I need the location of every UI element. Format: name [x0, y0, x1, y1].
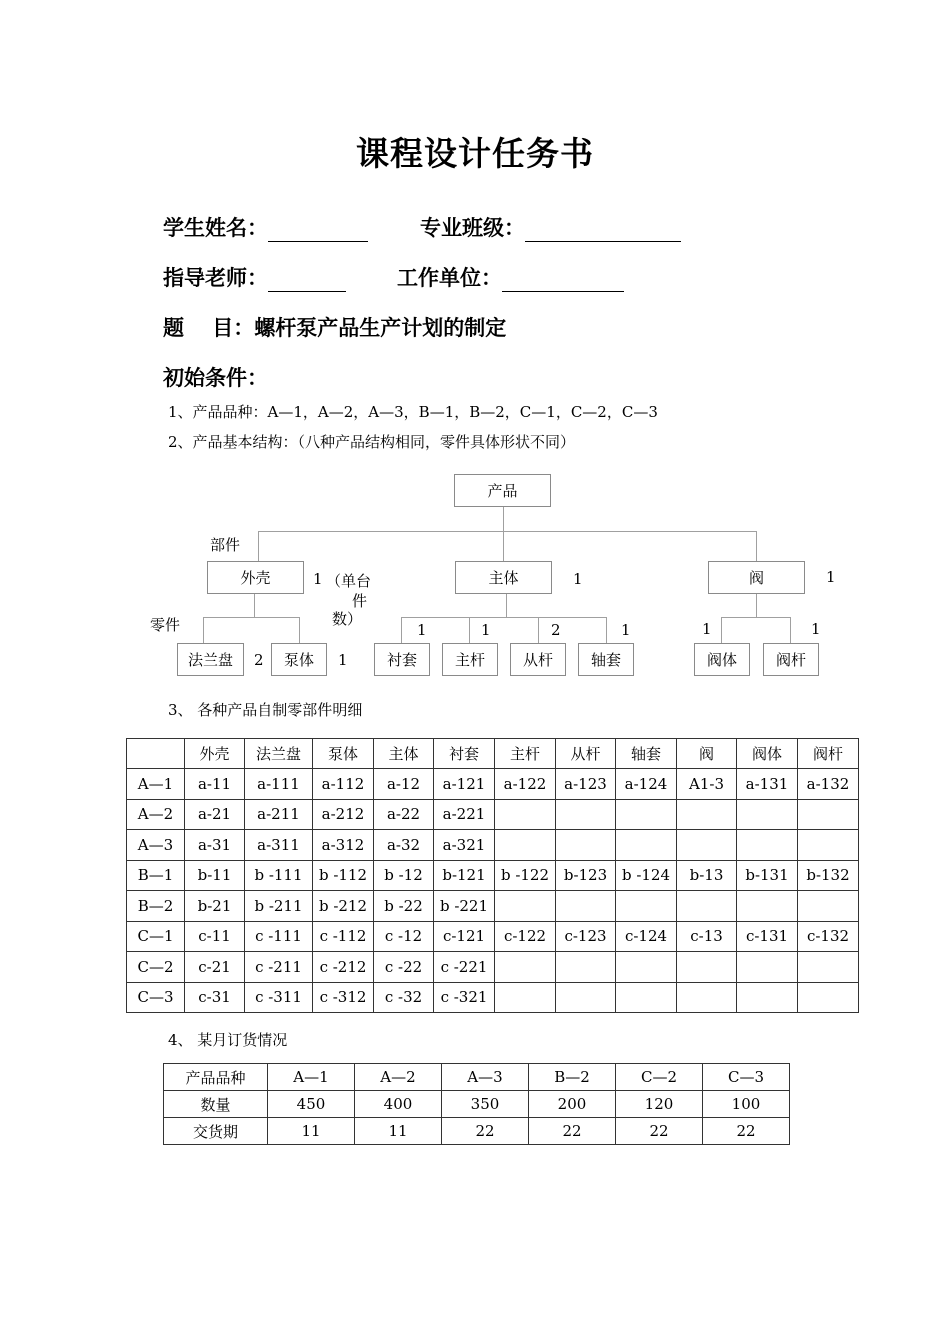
qty-label: 1 [338, 651, 348, 669]
topic-field [163, 312, 506, 342]
table-cell: b-131 [737, 860, 798, 891]
table-cell: a-11 [185, 769, 245, 800]
table-cell: c-11 [185, 921, 245, 952]
qty-label: 1 [621, 621, 631, 639]
row-header-cell: C—2 [127, 952, 185, 983]
node-part-housing: 外壳 [207, 561, 304, 594]
table-cell [556, 952, 616, 983]
table-cell [495, 891, 556, 922]
table-cell: a-321 [434, 830, 495, 861]
topic-value: 螺杆泵产品生产计划的制定 [254, 316, 507, 340]
table-cell [677, 830, 737, 861]
table-cell: a-22 [374, 799, 434, 830]
parts-table [126, 738, 859, 1013]
connector-line [401, 617, 402, 644]
item-product-structure: 2、产品基本结构：（八种产品结构相同，零件具体形状不同） [168, 433, 576, 451]
table-cell: c -32 [374, 982, 434, 1013]
column-header: 轴套 [616, 739, 677, 769]
table-cell: c -22 [374, 952, 434, 983]
table-cell [616, 982, 677, 1013]
table-row [127, 921, 859, 952]
work-unit-blank [502, 269, 624, 292]
table-cell: A—1 [268, 1064, 355, 1091]
column-header: 外壳 [185, 739, 245, 769]
column-header: 衬套 [434, 739, 495, 769]
advisor-label: 指导老师： [163, 266, 268, 290]
table-cell: b-11 [185, 860, 245, 891]
qty-label: 1 [417, 621, 427, 639]
table-cell: A—2 [355, 1064, 442, 1091]
row-header-cell: A—1 [127, 769, 185, 800]
table-cell: c-13 [677, 921, 737, 952]
row-header-cell: 交货期 [164, 1118, 268, 1145]
table-cell [495, 952, 556, 983]
connector-line [721, 617, 722, 644]
connector-line [606, 617, 607, 644]
row-header-cell: B—1 [127, 860, 185, 891]
table-cell: a-311 [245, 830, 313, 861]
qty-label: 1 [573, 570, 583, 588]
table-cell [737, 799, 798, 830]
table-cell [495, 830, 556, 861]
table-row [127, 769, 859, 800]
table-row [127, 891, 859, 922]
table-cell: 22 [529, 1118, 616, 1145]
connector-line [538, 617, 539, 644]
table-cell [737, 830, 798, 861]
connector-line [258, 531, 757, 532]
connector-line [299, 617, 300, 644]
major-class-blank [525, 219, 681, 242]
table-cell: b-21 [185, 891, 245, 922]
table-cell: c -12 [374, 921, 434, 952]
table-cell: 11 [355, 1118, 442, 1145]
table-cell: a-212 [313, 799, 374, 830]
table-cell: 120 [616, 1091, 703, 1118]
table-cell: b -124 [616, 860, 677, 891]
row-header-cell: C—3 [127, 982, 185, 1013]
table-cell: 22 [442, 1118, 529, 1145]
table-cell: b -122 [495, 860, 556, 891]
table-cell [556, 799, 616, 830]
table-cell [556, 830, 616, 861]
node-component-valve-body: 阀体 [694, 643, 750, 676]
table-cell: c-121 [434, 921, 495, 952]
table-cell: c-131 [737, 921, 798, 952]
connector-line [756, 531, 757, 562]
table-row [127, 860, 859, 891]
table-cell: b -221 [434, 891, 495, 922]
node-component-driven-rod: 从杆 [510, 643, 566, 676]
table-cell: 22 [616, 1118, 703, 1145]
table-cell: a-12 [374, 769, 434, 800]
node-component-flange: 法兰盘 [177, 643, 244, 676]
column-header [127, 739, 185, 769]
table-cell: a-123 [556, 769, 616, 800]
page-title: 课程设计任务书 [356, 134, 594, 173]
table-cell: c-124 [616, 921, 677, 952]
unit-note-line2: 件 [352, 592, 368, 610]
qty-label: 1 [481, 621, 491, 639]
table-cell: 100 [703, 1091, 790, 1118]
connector-line [721, 617, 791, 618]
node-component-sleeve: 轴套 [578, 643, 634, 676]
table-cell: c -211 [245, 952, 313, 983]
column-header: 阀体 [737, 739, 798, 769]
table-cell: b -12 [374, 860, 434, 891]
item-order-heading: 4、 某月订货情况 [168, 1031, 288, 1049]
column-header: 泵体 [313, 739, 374, 769]
advisor-field [163, 262, 346, 292]
row-header-cell: 产品品种 [164, 1064, 268, 1091]
column-header: 阀杆 [798, 739, 859, 769]
table-cell: c-132 [798, 921, 859, 952]
table-cell: a-221 [434, 799, 495, 830]
student-name-blank [268, 219, 368, 242]
table-cell [798, 891, 859, 922]
table-cell: 400 [355, 1091, 442, 1118]
table-cell: a-31 [185, 830, 245, 861]
table-cell: c-21 [185, 952, 245, 983]
table-cell: 350 [442, 1091, 529, 1118]
table-cell [798, 982, 859, 1013]
table-cell [495, 799, 556, 830]
table-header-row [127, 739, 859, 769]
major-class-label: 专业班级： [420, 216, 525, 240]
table-cell: c-31 [185, 982, 245, 1013]
row-header-cell: B—2 [127, 891, 185, 922]
row-header-cell: 数量 [164, 1091, 268, 1118]
table-cell: C—2 [616, 1064, 703, 1091]
connector-line [506, 593, 507, 618]
item-parts-list-heading: 3、 各种产品自制零部件明细 [168, 701, 363, 719]
item-product-varieties: 1、产品品种：A—1，A—2，A—3，B—1，B—2，C—1，C—2，C—3 [168, 403, 658, 421]
table-cell: b -22 [374, 891, 434, 922]
work-unit-label: 工作单位： [397, 266, 502, 290]
table-cell [798, 952, 859, 983]
table-cell [737, 952, 798, 983]
connector-line [790, 617, 791, 644]
table-cell: a-112 [313, 769, 374, 800]
table-cell [616, 891, 677, 922]
table-cell: 450 [268, 1091, 355, 1118]
table-cell [677, 952, 737, 983]
table-cell [556, 891, 616, 922]
table-cell: a-131 [737, 769, 798, 800]
table-row [164, 1118, 790, 1145]
table-cell: b -211 [245, 891, 313, 922]
initial-conditions-heading: 初始条件： [163, 366, 268, 390]
table-cell [798, 830, 859, 861]
connector-line [469, 617, 470, 644]
connector-line [254, 593, 255, 618]
level-label-components: 零件 [150, 616, 181, 634]
node-component-pump-body: 泵体 [271, 643, 327, 676]
table-cell: b -212 [313, 891, 374, 922]
table-cell: a-32 [374, 830, 434, 861]
connector-line [503, 531, 504, 562]
student-name-label: 学生姓名： [163, 216, 268, 240]
topic-label: 题 目： [163, 316, 255, 340]
table-cell: c -112 [313, 921, 374, 952]
table-row [164, 1064, 790, 1091]
table-cell: c-123 [556, 921, 616, 952]
qty-label: 1 [826, 568, 836, 586]
table-cell: a-132 [798, 769, 859, 800]
table-cell: c -321 [434, 982, 495, 1013]
table-cell [798, 799, 859, 830]
table-cell: b-121 [434, 860, 495, 891]
unit-note-line1: （单台 [326, 572, 372, 590]
table-cell: C—3 [703, 1064, 790, 1091]
table-cell: c -111 [245, 921, 313, 952]
table-cell [737, 982, 798, 1013]
table-cell [616, 799, 677, 830]
student-name-field [163, 212, 368, 242]
connector-line [258, 531, 259, 562]
table-cell [737, 891, 798, 922]
table-row [127, 982, 859, 1013]
table-cell: a-312 [313, 830, 374, 861]
table-cell: A—3 [442, 1064, 529, 1091]
table-cell: A1-3 [677, 769, 737, 800]
table-cell: b-132 [798, 860, 859, 891]
table-cell: B—2 [529, 1064, 616, 1091]
table-cell: a-211 [245, 799, 313, 830]
table-cell: c -221 [434, 952, 495, 983]
table-cell [556, 982, 616, 1013]
node-component-bushing: 衬套 [374, 643, 430, 676]
table-cell [616, 830, 677, 861]
node-part-valve: 阀 [708, 561, 805, 594]
column-header: 阀 [677, 739, 737, 769]
qty-label: 1 [811, 620, 821, 638]
table-cell: a-21 [185, 799, 245, 830]
column-header: 主体 [374, 739, 434, 769]
node-product: 产品 [454, 474, 551, 507]
column-header: 法兰盘 [245, 739, 313, 769]
connector-line [401, 617, 607, 618]
order-table [163, 1063, 790, 1145]
table-cell: a-111 [245, 769, 313, 800]
connector-line [756, 593, 757, 618]
table-cell: c-122 [495, 921, 556, 952]
table-row [127, 830, 859, 861]
advisor-blank [268, 269, 346, 292]
connector-line [203, 617, 204, 644]
column-header: 从杆 [556, 739, 616, 769]
table-cell: a-124 [616, 769, 677, 800]
table-row [127, 952, 859, 983]
table-cell [677, 799, 737, 830]
table-cell: c -312 [313, 982, 374, 1013]
row-header-cell: A—2 [127, 799, 185, 830]
table-cell: c -212 [313, 952, 374, 983]
table-cell: 11 [268, 1118, 355, 1145]
unit-note-line3: 数） [332, 610, 363, 628]
table-cell [616, 952, 677, 983]
row-header-cell: C—1 [127, 921, 185, 952]
table-cell: 200 [529, 1091, 616, 1118]
table-cell: b-13 [677, 860, 737, 891]
table-cell [495, 982, 556, 1013]
table-cell: a-122 [495, 769, 556, 800]
node-part-main-body: 主体 [455, 561, 552, 594]
table-cell [677, 982, 737, 1013]
node-component-valve-rod: 阀杆 [763, 643, 819, 676]
table-row [127, 799, 859, 830]
qty-label: 2 [551, 621, 561, 639]
table-cell: 22 [703, 1118, 790, 1145]
node-component-main-rod: 主杆 [442, 643, 498, 676]
connector-line [203, 617, 300, 618]
table-cell: c -311 [245, 982, 313, 1013]
major-class-field [420, 212, 681, 242]
table-cell: b -111 [245, 860, 313, 891]
row-header-cell: A—3 [127, 830, 185, 861]
qty-label: 1 [313, 570, 323, 588]
column-header: 主杆 [495, 739, 556, 769]
table-cell [677, 891, 737, 922]
table-cell: a-121 [434, 769, 495, 800]
connector-line [503, 506, 504, 532]
table-row [164, 1091, 790, 1118]
work-unit-field [397, 262, 624, 292]
table-cell: b-123 [556, 860, 616, 891]
level-label-parts: 部件 [210, 536, 241, 554]
qty-label: 2 [254, 651, 264, 669]
qty-label: 1 [702, 620, 712, 638]
table-cell: b -112 [313, 860, 374, 891]
